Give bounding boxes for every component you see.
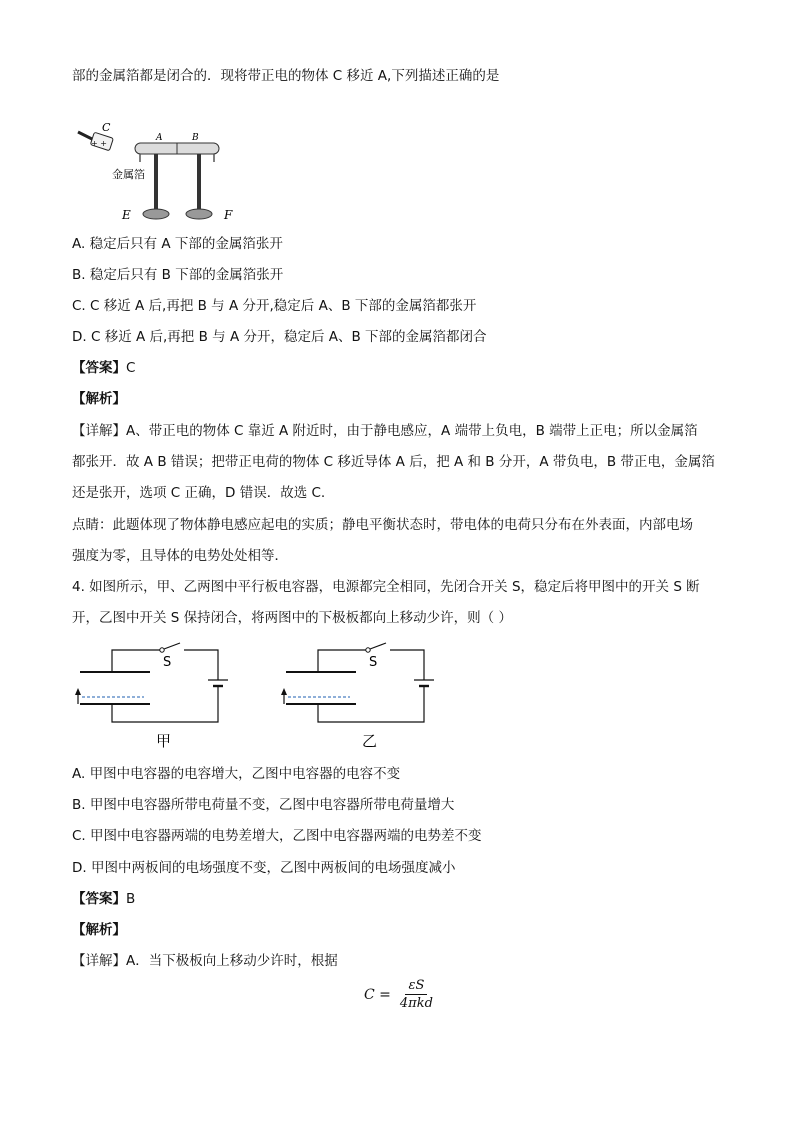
- wire-top-left: [112, 650, 160, 672]
- q3-comment-line: 点睛：此题体现了物体静电感应起电的实质；静电平衡状态时，带电体的电荷只分布在外表面，内部电场: [72, 517, 693, 533]
- q3-answer: [72, 358, 135, 378]
- wire-top-left: [318, 650, 366, 672]
- q4-answer: [72, 889, 135, 909]
- answer-tag: 【答案】: [72, 360, 126, 376]
- capacitance-formula: [364, 977, 436, 1012]
- q3-conductor-figure: [72, 118, 252, 226]
- stand-f: [197, 154, 201, 212]
- q3-stem-tail: 部的金属箔都是闭合的．现将带正电的物体 C 移近 A,下列描述正确的是: [72, 68, 500, 84]
- q4-option-a: A. 甲图中电容器的电容增大，乙图中电容器的电容不变: [72, 766, 401, 782]
- answer-value: C: [126, 360, 136, 376]
- q4-detail-line: 【详解】A．当下极板向上移动少许时，根据: [72, 953, 338, 969]
- q3-detail-line: 还是张开，选项 C 正确，D 错误．故选 C.: [72, 485, 326, 501]
- q4-stem-line: 开，乙图中开关 S 保持闭合，将两图中的下极板都向上移动少许，则（ ）: [72, 610, 512, 626]
- label-f: F: [224, 208, 233, 222]
- switch-pivot: [366, 648, 370, 652]
- q3-option-d: D. C 移近 A 后,再把 B 与 A 分开，稳定后 A、B 下部的金属箔都闭合: [72, 329, 487, 345]
- wire-top-right: [184, 650, 218, 680]
- arrow-head-icon: [75, 688, 81, 695]
- q4-stem-line: 4. 如图所示，甲、乙两图中平行板电容器，电源都完全相同，先闭合开关 S，稳定后将甲图中的开关 S 断: [72, 579, 700, 595]
- label-a: A: [156, 133, 163, 143]
- switch-pivot: [160, 648, 164, 652]
- switch-arm: [370, 643, 386, 649]
- circuit-jia: [72, 640, 242, 752]
- caption-jia: 甲: [156, 732, 172, 750]
- q3-detail-line: 都张开．故 A B 错误；把带正电荷的物体 C 移近导体 A 后，把 A 和 B 分开，A 带负电，B 带正电，金属箔: [72, 454, 715, 470]
- label-foil: 金属箔: [112, 168, 145, 181]
- base-f: [186, 209, 212, 219]
- q4-option-b: B. 甲图中电容器所带电荷量不变，乙图中电容器所带电荷量增大: [72, 797, 455, 813]
- wire-top-right: [390, 650, 424, 680]
- q4-option-c: C. 甲图中电容器两端的电势差增大，乙图中电容器两端的电势差不变: [72, 828, 482, 844]
- label-c: C: [102, 121, 111, 134]
- q3-option-b: B. 稳定后只有 B 下部的金属箔张开: [72, 267, 284, 283]
- formula-denominator: 4πkd: [399, 996, 433, 1011]
- answer-tag: 【答案】: [72, 891, 126, 907]
- switch-arm-open: [164, 643, 180, 649]
- base-e: [143, 209, 169, 219]
- label-b: B: [192, 133, 199, 143]
- switch-label: S: [163, 655, 172, 670]
- label-e: E: [122, 208, 131, 222]
- q3-analysis-tag: 【解析】: [72, 391, 126, 407]
- formula-numerator: εS: [405, 977, 427, 995]
- q3-detail-line: 【详解】A、带正电的物体 C 靠近 A 附近时，由于静电感应，A 端带上负电，B 端带上正电；所以金属箔: [72, 423, 698, 439]
- circuit-yi: [278, 640, 448, 752]
- q4-analysis-tag: 【解析】: [72, 922, 126, 938]
- stand-e: [154, 154, 158, 212]
- q4-option-d: D. 甲图中两板间的电场强度不变，乙图中两板间的电场强度减小: [72, 860, 456, 876]
- q3-comment-line: 强度为零，且导体的电势处处相等．: [72, 548, 288, 564]
- q3-option-a: A. 稳定后只有 A 下部的金属箔张开: [72, 236, 283, 252]
- arrow-head-icon: [281, 688, 287, 695]
- switch-label: S: [369, 655, 378, 670]
- caption-yi: 乙: [362, 732, 378, 750]
- answer-value: B: [126, 891, 136, 907]
- formula-lhs: C =: [364, 986, 391, 1003]
- charge-signs: + +: [91, 139, 107, 148]
- q3-option-c: C. C 移近 A 后,再把 B 与 A 分开,稳定后 A、B 下部的金属箔都张开: [72, 298, 477, 314]
- formula-fraction: [397, 977, 436, 1012]
